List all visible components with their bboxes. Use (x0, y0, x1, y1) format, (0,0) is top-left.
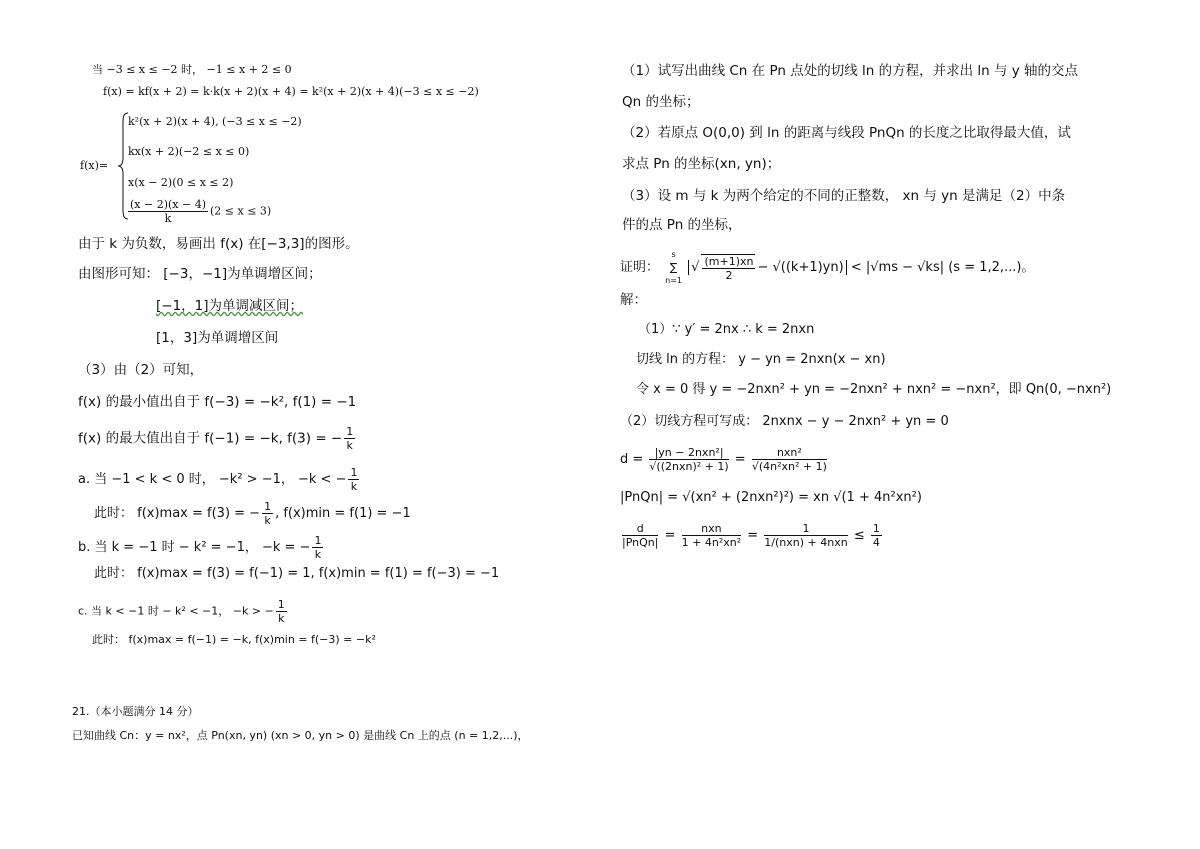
case-b-line: b. 当 k = −1 时 − k² = −1， −k = − $\frac{1}{k}$ (78, 534, 322, 561)
text-line: 求点 Pn 的坐标(xn, yn)； (622, 156, 781, 172)
text-line: f(x) 的最大值出自于 f(−1) = −k, f(3) = − $\frac{1}{k}$ (78, 425, 354, 452)
piecewise-case-4: $\frac{(x - 2)(x - 4)}{k}$ (2 ≤ x ≤ 3) (130, 198, 272, 225)
fraction: $\frac{(x - 2)(x - 4)}{k}$ (130, 198, 206, 225)
solution-line: 令 x = 0 得 y = −2nxn² + yn = −2nxn² + nxn² = −nxn²，即 Qn(0, −nxn²) (636, 382, 1112, 397)
question-heading: 21.（本小题满分 14 分） (72, 705, 199, 718)
question-text: 已知曲线 Cn：y = nx²，点 Pn(xn, yn) (xn > 0, yn > 0) 是曲线 Cn 上的点 (n = 1,2,...)， (72, 729, 529, 742)
fraction: $\frac{\text{nxn}}{\text{1 + 4n²xn²}}$ (681, 522, 742, 549)
absolute-value: √ $\frac{(m+1)xn}{2}$ − √((k+1)yn) (688, 260, 847, 275)
fraction: $\frac{1}{k}$ (277, 598, 285, 625)
piecewise-case-3: x(x − 2)(0 ≤ x ≤ 2) (128, 176, 234, 189)
proof-statement: 证明： s ∑ n=1 √ $\frac{(m+1)xn}{2}$ − √((k+1)yn) < |√ms − √ks| (s = 1,2,...)。 (620, 250, 1035, 285)
equation-line: f(x) = kf(x + 2) = k·k(x + 2)(x + 4) = k²(x + 2)(x + 4)(−3 ≤ x ≤ −2) (103, 85, 479, 98)
distance-formula: d = $\frac{\text{|yn − 2nxn²|}}{\text{√((2nxn)² + 1)}}$ = $\frac{\text{nxn²}}{\text{√(4n²xn² + 1)}}$ (620, 446, 827, 473)
text-line: [1，3]为单调增区间 (156, 330, 279, 346)
text-line: 当 −3 ≤ x ≤ −2 时， −1 ≤ x + 2 ≤ 0 (92, 63, 292, 76)
length-formula: |PnQn| = √(xn² + (2nxn²)²) = xn √(1 + 4n²xn²) (620, 490, 922, 505)
text-line: Qn 的坐标； (622, 94, 700, 110)
fraction: $\frac{1}{4}$ (872, 522, 880, 549)
sum-sign-icon: s ∑ n=1 (665, 250, 683, 285)
piecewise-case-1: k²(x + 2)(x + 4), (−3 ≤ x ≤ −2) (128, 115, 302, 128)
fraction: $\frac{\text{nxn²}}{\text{√(4n²xn² + 1)}}$ (751, 446, 827, 473)
fraction: $\frac{(m+1)xn}{2}$ (701, 254, 755, 282)
case-b-result: 此时： f(x)max = f(3) = f(−1) = 1, f(x)min = f(1) = f(−3) = −1 (94, 566, 500, 581)
solution-label: 解： (620, 292, 647, 308)
piecewise-label: f(x)= (80, 159, 109, 172)
text-line: （3）设 m 与 k 为两个给定的不同的正整数， xn 与 yn 是满足（2）中条 (622, 188, 1066, 204)
fraction: $\frac{1}{k}$ (264, 500, 272, 527)
case-c-line: c. 当 k < −1 时 − k² < −1， −k > − $\frac{1}{k}$ (78, 598, 285, 625)
text-line: 由于 k 为负数，易画出 f(x) 在[−3,3]的图形。 (78, 236, 359, 252)
ratio-formula: $\frac{d}{\text{|PnQn|}}$ = $\frac{\text{nxn}}{\text{1 + 4n²xn²}}$ = $\frac{1}{\text{1/(nxn) + 4nxn}}$ ≤ $\frac{1}{4}$ (622, 522, 880, 549)
solution-line: 切线 ln 的方程： y − yn = 2nxn(x − xn) (636, 352, 886, 367)
fraction: $\frac{\text{|yn − 2nxn²|}}{\text{√((2nxn)² + 1)}}$ (649, 446, 729, 473)
case-a-result: 此时： f(x)max = f(3) = − $\frac{1}{k}$ , f(x)min = f(1) = −1 (94, 500, 411, 527)
solution-line: （1）∵ y′ = 2nx ∴ k = 2nxn (638, 322, 815, 337)
solution-line: （2）切线方程可写成： 2nxnx − y − 2nxn² + yn = 0 (620, 414, 949, 429)
text-line: f(x) 的最小值出自于 f(−3) = −k², f(1) = −1 (78, 394, 357, 410)
text-line: （3）由（2）可知， (78, 362, 204, 378)
fraction: $\frac{1}{k}$ (314, 534, 322, 561)
fraction: $\frac{1}{\text{1/(nxn) + 4nxn}}$ (764, 522, 848, 549)
fraction: $\frac{1}{k}$ (346, 425, 354, 452)
text-line: （1）试写出曲线 Cn 在 Pn 点处的切线 ln 的方程，并求出 ln 与 y 轴的交点 (622, 63, 1079, 79)
piecewise-case-2: kx(x + 2)(−2 ≤ x ≤ 0) (128, 145, 250, 158)
text-line: 件的点 Pn 的坐标， (622, 217, 742, 233)
fraction: $\frac{1}{k}$ (350, 466, 358, 493)
case-a-line: a. 当 −1 < k < 0 时， −k² > −1， −k < − $\frac{1}{k}$ (78, 466, 358, 493)
text-line: （2）若原点 O(0,0) 到 ln 的距离与线段 PnQn 的长度之比取得最大值，试 (622, 125, 1071, 141)
fraction: $\frac{d}{\text{|PnQn|}}$ (622, 522, 659, 549)
case-c-result: 此时： f(x)max = f(−1) = −k, f(x)min = f(−3) = −k² (92, 633, 376, 646)
text-line: [−1，1]为单调减区间； (156, 298, 304, 314)
text-line: 由图形可知： [−3，−1]为单调增区间； (78, 266, 322, 282)
